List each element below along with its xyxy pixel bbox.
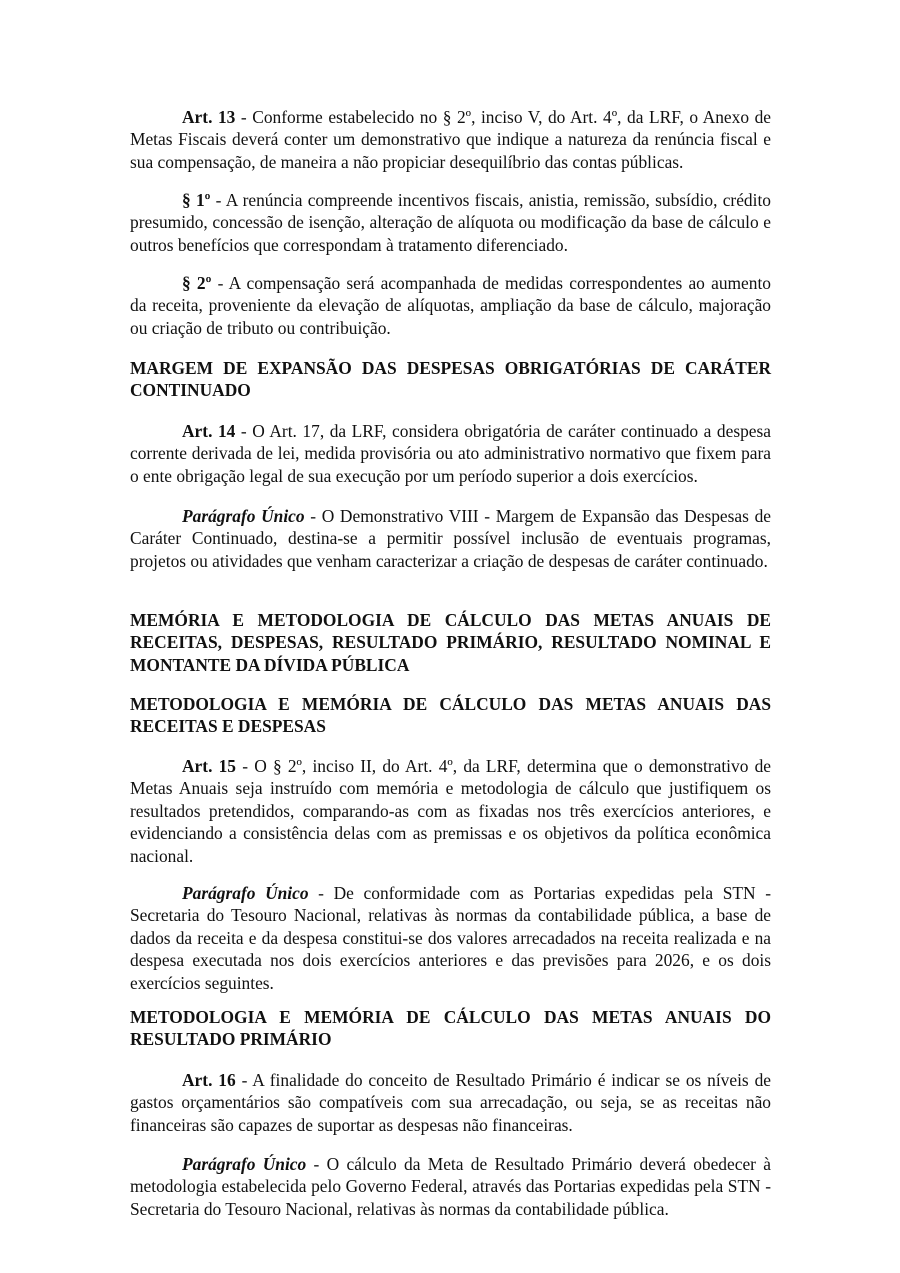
section-heading-resultado-primario: METODOLOGIA E MEMÓRIA DE CÁLCULO DAS METAS ANUAIS DO RESULTADO PRIMÁRIO [130,1007,771,1050]
section-heading-receitas-despesas: METODOLOGIA E MEMÓRIA DE CÁLCULO DAS METAS ANUAIS DAS RECEITAS E DESPESAS [130,694,771,737]
paragraph-text: - Conforme estabelecido no § 2º, inciso V, do Art. 4º, da LRF, o Anexo de Metas Fiscais deverá conter um demonstrativo que indique a natureza da renúncia fiscal e sua compensação, de maneira a não propiciar desequilíbrio das contas públicas. [130,107,771,172]
paragraph-text: - O § 2º, inciso II, do Art. 4º, da LRF, determina que o demonstrativo de Metas Anuais seja instruído com memória e metodologia de cálculo que justifiquem os resultados pretendidos, comparando-as com as fixadas nos três exercícios anteriores, e evidenciando a consistência delas com as premissas e os objetivos da política econômica nacional. [130,756,772,866]
art-16-paragraph [130,1069,771,1136]
paragraph-text: - A finalidade do conceito de Resultado Primário é indicar se os níveis de gastos orçamentários são compatíveis com sua arrecadação, ou seja, se as receitas não financeiras são capazes de suportar as despesas não financeiras. [130,1070,771,1135]
art-15-paragrafo-unico [130,882,771,994]
section-number: § 2º [182,273,212,293]
paragraph-text: - O cálculo da Meta de Resultado Primário deverá obedecer à metodologia estabelecida pelo Governo Federal, através das Portarias expedidas pela STN - Secretaria do Tesouro Nacional, relativas às normas da contabilidade pública. [130,1154,771,1219]
paragraph-text: - A renúncia compreende incentivos fiscais, anistia, remissão, subsídio, crédito presumido, concessão de isenção, alteração de alíquota ou modificação da base de cálculo e outros benefícios que correspondam à tratamento diferenciado. [130,190,771,255]
paragraph-text: - O Demonstrativo VIII - Margem de Expansão das Despesas de Caráter Continuado, destina-se a permitir possível inclusão de eventuais programas, projetos ou atividades que venham caracterizar a criação de despesas de caráter continuado. [130,506,771,571]
section-heading-margem: MARGEM DE EXPANSÃO DAS DESPESAS OBRIGATÓRIAS DE CARÁTER CONTINUADO [130,358,771,401]
art-13-paragraph [130,106,771,173]
art-16-paragrafo-unico [130,1153,771,1220]
paragrafo-unico-label: Parágrafo Único [182,1154,307,1174]
art-14-paragraph [130,420,771,487]
paragrafo-unico-label: Parágrafo Único [182,506,305,526]
section-number: § 1º [182,190,211,210]
article-number: Art. 14 [182,421,236,441]
art-13-par-1 [130,189,771,256]
paragraph-text: - A compensação será acompanhada de medidas correspondentes ao aumento da receita, proveniente da elevação de alíquotas, ampliação da base de cálculo, majoração ou criação de tributo ou contribuição. [130,273,771,338]
art-14-paragrafo-unico [130,505,771,572]
article-number: Art. 16 [182,1070,236,1090]
paragrafo-unico-label: Parágrafo Único [182,883,309,903]
paragraph-text: - De conformidade com as Portarias expedidas pela STN - Secretaria do Tesouro Nacional, relativas às normas da contabilidade pública, a base de dados da receita e da despesa constitui-se dos valores arrecadados na receita realizada e na despesa executada nos dois exercícios anteriores e das previsões para 2026, e os dois exercícios seguintes. [130,883,771,993]
art-13-par-2 [130,272,771,339]
article-number: Art. 15 [182,756,237,776]
section-heading-memoria: MEMÓRIA E METODOLOGIA DE CÁLCULO DAS METAS ANUAIS DE RECEITAS, DESPESAS, RESULTADO PRIMÁRIO, RESULTADO NOMINAL E MONTANTE DA DÍVIDA PÚBLICA [130,610,771,675]
article-number: Art. 13 [182,107,236,127]
art-15-paragraph [130,755,771,867]
paragraph-text: - O Art. 17, da LRF, considera obrigatória de caráter continuado a despesa corrente derivada de lei, medida provisória ou ato administrativo normativo que fixem para o ente obrigação legal de sua execução por um período superior a dois exercícios. [130,421,772,486]
